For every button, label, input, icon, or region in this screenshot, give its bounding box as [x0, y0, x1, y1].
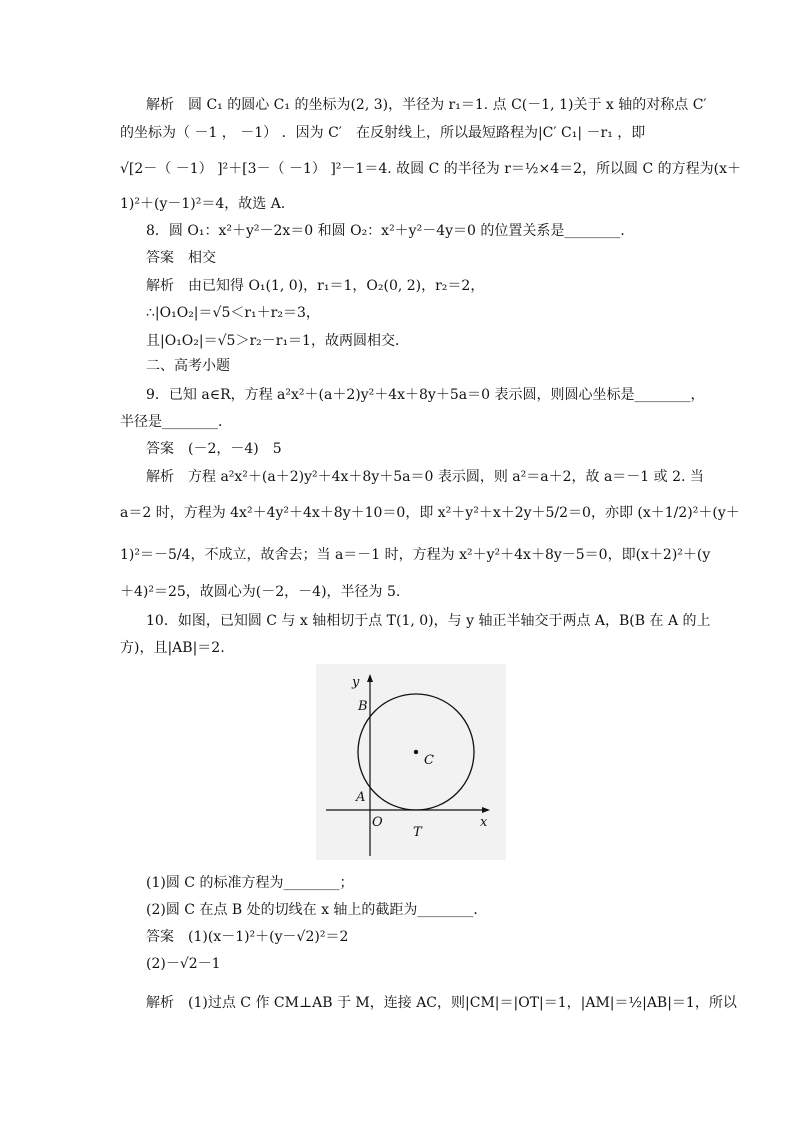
line-3: √[2－（ －1） ]²＋[3－（ －1） ]²－1＝4. 故圆 C 的半径为 r＝½×4＝2，所以圆 C 的方程为(x＋	[120, 161, 741, 177]
line-6: 答案 相交	[146, 250, 216, 266]
line-11: 9．已知 a∈R，方程 a²x²＋(a＋2)y²＋4x＋8y＋5a＝0 表示圆，则圆心坐标是________，	[146, 387, 705, 403]
label-C: C	[424, 753, 434, 768]
circle-figure	[316, 664, 506, 860]
line-22: 答案 (1)(x－1)²＋(y－√2)²＝2	[146, 929, 349, 945]
line-12: 半径是________．	[120, 414, 232, 430]
label-B: B	[358, 699, 368, 714]
line-13: 答案 (－2，－4) 5	[146, 441, 282, 457]
line-17: ＋4)²＝25，故圆心为(－2，－4)，半径为 5.	[120, 584, 401, 600]
line-8: ∴|O₁O₂|＝√5＜r₁＋r₂＝3，	[146, 305, 320, 321]
label-O: O	[372, 815, 383, 830]
line-19: 方)，且|AB|＝2.	[120, 640, 225, 656]
line-15: a＝2 时，方程为 4x²＋4y²＋4x＋8y＋10＝0，即 x²＋y²＋x＋2y＋5/2＝0，亦即 (x＋1/2)²＋(y＋	[120, 505, 740, 521]
label-x: x	[480, 815, 488, 830]
line-7: 解析 由已知得 O₁(1, 0)，r₁＝1，O₂(0, 2)，r₂＝2，	[146, 278, 485, 294]
label-y: y	[352, 675, 360, 690]
line-24: 解析 (1)过点 C 作 CM⊥AB 于 M，连接 AC，则|CM|＝|OT|＝1，|AM|＝½|AB|＝1，所以	[146, 995, 737, 1011]
line-14: 解析 方程 a²x²＋(a＋2)y²＋4x＋8y＋5a＝0 表示圆，则 a²＝a＋2，故 a＝－1 或 2. 当	[146, 469, 704, 485]
label-T: T	[413, 825, 422, 840]
line-2: 的坐标为（ －1 ， －1） ．因为 C′ 在反射线上，所以最短路程为|C′ C₁| －r₁ ，即	[120, 125, 646, 141]
line-23: (2)－√2－1	[146, 956, 221, 972]
line-21: (2)圆 C 在点 B 处的切线在 x 轴上的截距为________．	[146, 902, 488, 918]
line-20: (1)圆 C 的标准方程为________；	[146, 875, 354, 891]
line-4: 1)²＋(y－1)²＝4，故选 A.	[120, 196, 286, 212]
line-18: 10．如图，已知圆 C 与 x 轴相切于点 T(1, 0)，与 y 轴正半轴交于两点 A，B(B 在 A 的上	[146, 613, 711, 629]
line-1: 解析 圆 C₁ 的圆心 C₁ 的坐标为(2, 3)，半径为 r₁＝1. 点 C(－1, 1)关于 x 轴的对称点 C′	[146, 97, 707, 113]
line-16: 1)²＝－5/4，不成立，故舍去；当 a＝－1 时，方程为 x²＋y²＋4x＋8y－5＝0，即(x＋2)²＋(y	[120, 547, 711, 563]
label-A: A	[356, 790, 366, 805]
line-5: 8．圆 O₁：x²＋y²－2x＝0 和圆 O₂：x²＋y²－4y＝0 的位置关系是________．	[146, 223, 635, 239]
line-10: 二、高考小题	[146, 358, 230, 374]
line-9: 且|O₁O₂|＝√5＞r₂－r₁＝1，故两圆相交．	[146, 333, 409, 349]
